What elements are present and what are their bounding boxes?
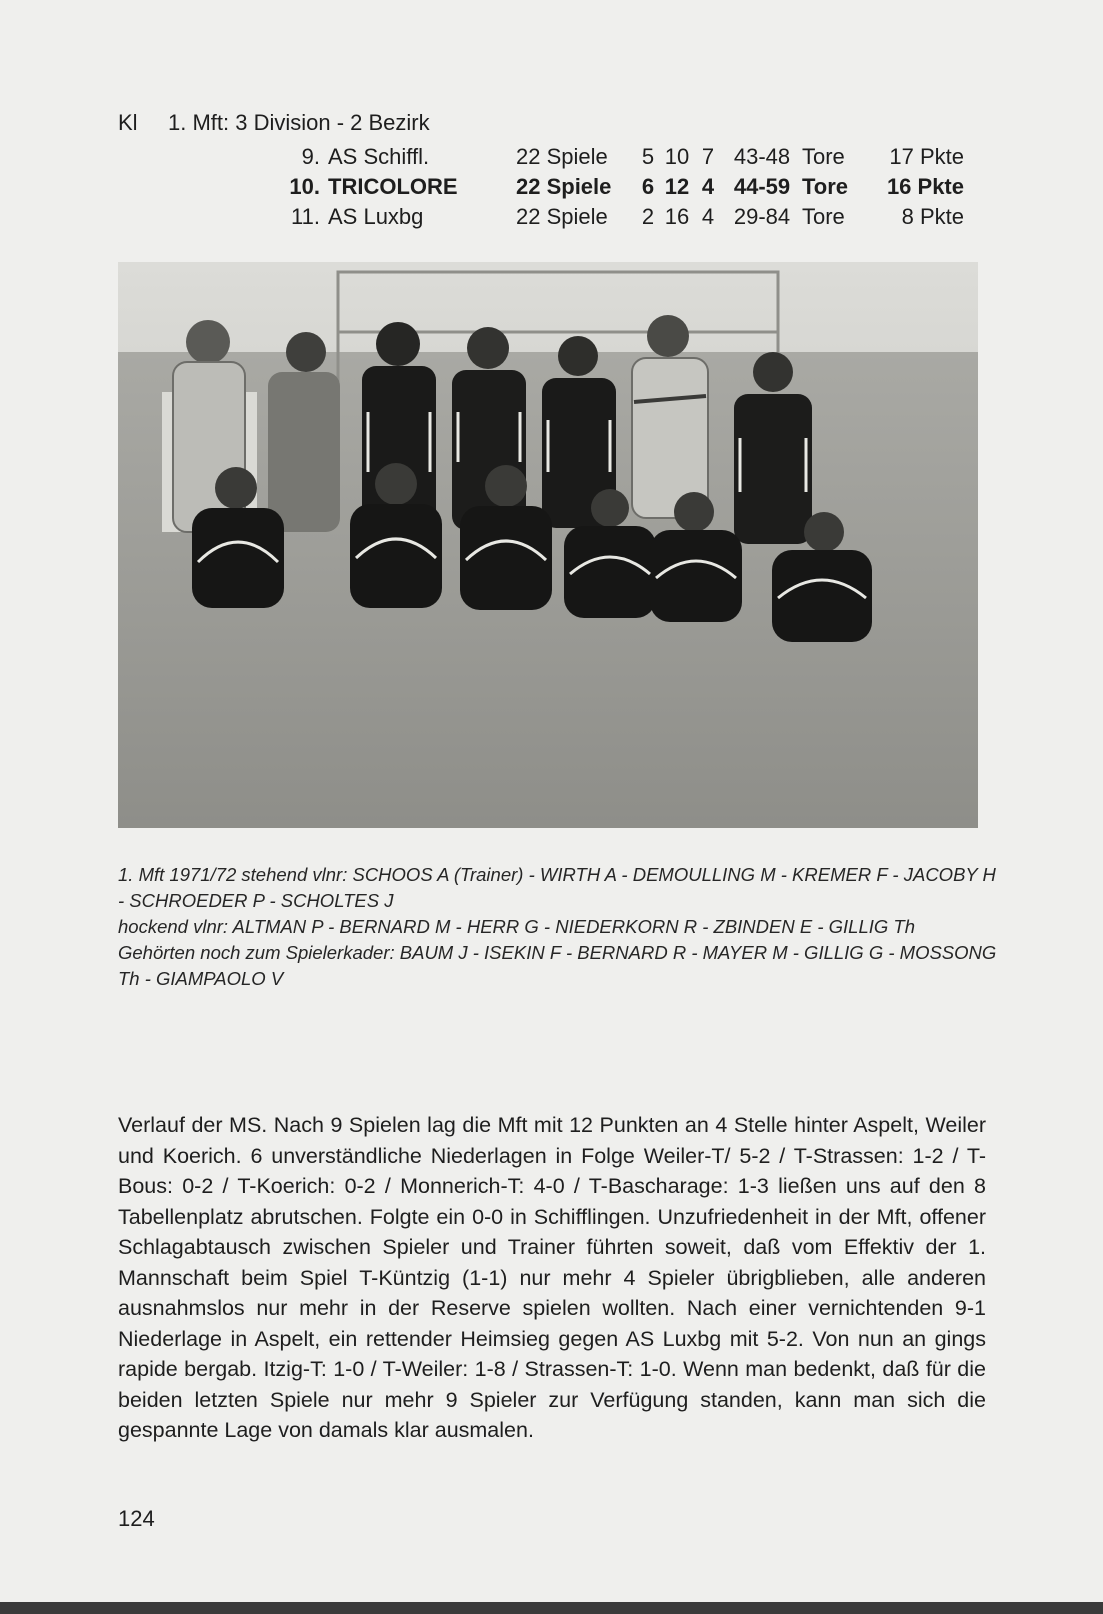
- draws: 16: [664, 204, 690, 229]
- wins: 5: [641, 144, 655, 169]
- body-text: Verlauf der MS. Nach 9 Spielen lag die Mft mit 12 Punkten an 4 Stelle hinter Aspelt, Weiler und Koerich. 6 unverständliche Niederlagen in Folge Weiler-T/ 5-2 / T-Strassen: 1-2 / T-Bous: 0-2 / T-Koerich: 0-2 / Monnerich-T: 4-0 / T-Bascharage: 1-3 ließen uns auf den 8 Tabellenplatz abrutschen. Folgte ein 0-0 in Schifflingen. Unzufriedenheit in der Mft, offener Schlagabtausch zwischen Spieler und Trainer führten soweit, daß vom Effektiv der 1. Mannschaft beim Spiel T-Küntzig (1-1) nur mehr 4 Spieler übrigblieben, alle anderen ausnahmslos nur mehr in der Reserve spielen wollten. Nach einer vernichtenden 9-1 Niederlage in Aspelt, ein rettender Heimsieg gegen AS Luxbg mit 5-2. Von nun an gings rapide bergab. Itzig-T: 1-0 / T-Weiler: 1-8 / Strassen-T: 1-0. Wenn man bedenkt, daß für die beiden letzten Spiele nur mehr 9 Spieler zur Verfügung standen, kann man sich die gespannte Lage von damals klar ausmalen.: [118, 1113, 986, 1442]
- goals: 43-48: [733, 144, 791, 169]
- losses: 7: [701, 144, 715, 169]
- standings-row: [280, 142, 964, 172]
- games: 22 Spiele: [516, 204, 608, 229]
- wins: 6: [641, 174, 655, 199]
- losses: 4: [701, 174, 715, 199]
- wins: 2: [641, 204, 655, 229]
- rank: 10.: [289, 174, 320, 199]
- photo-caption: [118, 862, 998, 992]
- draws: 10: [664, 144, 690, 169]
- goals-label: Tore: [802, 174, 849, 199]
- draws: 12: [664, 174, 690, 199]
- team: TRICOLORE: [328, 174, 458, 199]
- team-photo: [118, 262, 978, 828]
- caption-squad: Gehörten noch zum Spielerkader: BAUM J - ISEKIN F - BERNARD R - MAYER M - GILLIG G - MOSSONG Th - GIAMPAOLO V: [118, 942, 997, 989]
- goals-label: Tore: [802, 144, 845, 169]
- goals: 29-84: [733, 204, 791, 229]
- rank: 11.: [291, 204, 320, 229]
- rank: 9.: [301, 144, 320, 169]
- team: AS Schiffl.: [328, 144, 430, 169]
- team-photo-icon: [118, 262, 978, 828]
- standings-row: [280, 202, 964, 232]
- bottom-edge: [0, 1602, 1103, 1614]
- heading-title: 1. Mft: 3 Division - 2 Bezirk: [168, 110, 430, 135]
- standings-table: [280, 142, 964, 232]
- section-heading: [118, 110, 430, 136]
- losses: 4: [701, 204, 715, 229]
- heading-label: Kl: [118, 110, 138, 135]
- games: 22 Spiele: [516, 174, 612, 199]
- page-number: 124: [118, 1506, 155, 1531]
- games: 22 Spiele: [516, 144, 608, 169]
- goals: 44-59: [733, 174, 791, 199]
- caption-crouching: hockend vlnr: ALTMAN P - BERNARD M - HERR G - NIEDERKORN R - ZBINDEN E - GILLIG Th: [118, 916, 915, 937]
- points: 16 Pkte: [886, 174, 964, 199]
- team: AS Luxbg: [328, 204, 424, 229]
- points: 17 Pkte: [889, 144, 964, 169]
- caption-standing: 1. Mft 1971/72 stehend vlnr: SCHOOS A (Trainer) - WIRTH A - DEMOULLING M - KREMER F - JACOBY H - SCHROEDER P - SCHOLTES J: [118, 864, 996, 911]
- points: 8 Pkte: [901, 204, 964, 229]
- goals-label: Tore: [802, 204, 845, 229]
- standings-row-highlight: [280, 172, 964, 202]
